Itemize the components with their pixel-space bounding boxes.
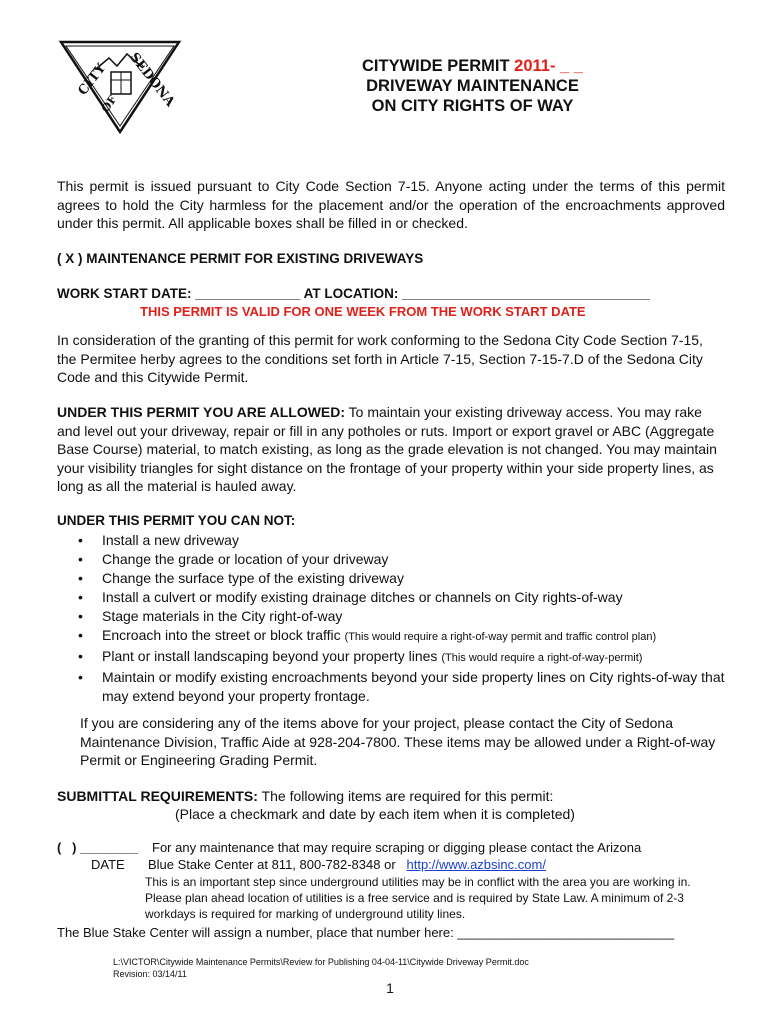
intro-paragraph: This permit is issued pursuant to City Code Section 7-15. Anyone acting under the terms of this permit agrees to hold the City harmless for the placement and/or the operation of the encroachments approved under this permit. All applicable boxes shall be filled in or checked. <box>57 178 725 231</box>
cannot-heading: UNDER THIS PERMIT YOU CAN NOT: <box>57 513 296 528</box>
allowed-label: UNDER THIS PERMIT YOU ARE ALLOWED: <box>57 404 346 420</box>
submittal-instruction: (Place a checkmark and date by each item when it is completed) <box>175 806 575 822</box>
checkbox-date-field[interactable]: ( ) ________ <box>57 840 138 855</box>
list-item: • Install a culvert or modify existing drainage ditches or channels on City rights-of-way <box>78 588 728 607</box>
blue-stake-number-field[interactable]: The Blue Stake Center will assign a number, place that number here: ______________________________ <box>57 925 675 940</box>
work-start-line: WORK START DATE: ______________ AT LOCATION: _________________________________ <box>57 286 650 301</box>
checkitem-line2: Blue Stake Center at 811, 800-782-8348 or http://www.azbsinc.com/ <box>148 857 546 872</box>
allowed-paragraph <box>57 403 725 496</box>
list-item: • Install a new driveway <box>78 531 728 550</box>
list-item-note: (This would require a right-of-way-permit) <box>441 652 643 664</box>
permit-number: 2011- _ _ <box>514 57 583 75</box>
title-line2: DRIVEWAY MAINTENANCE <box>366 77 579 95</box>
list-item: • Change the surface type of the existing driveway <box>78 569 728 588</box>
svg-text:OF: OF <box>98 93 120 115</box>
list-item: • Change the grade or location of your driveway <box>78 550 728 569</box>
title-line3: ON CITY RIGHTS OF WAY <box>371 97 574 115</box>
title-line1: CITYWIDE PERMIT <box>362 57 515 75</box>
maintenance-heading: ( X ) MAINTENANCE PERMIT FOR EXISTING DRIVEWAYS <box>57 251 424 266</box>
consideration-paragraph: In consideration of the granting of this permit for work conforming to the Sedona City Code Section 7-15, the Permitee herby agrees to the conditions set forth in Article 7-15, Section 7-15-7.D of the Sedona City Code and this Citywide Permit. <box>57 332 703 385</box>
checkitem-line1: For any maintenance that may require scraping or digging please contact the Arizona <box>152 840 642 855</box>
azbsinc-link[interactable]: http://www.azbsinc.com/ <box>406 857 546 872</box>
file-path: L:\VICTOR\Citywide Maintenance Permits\Review for Publishing 04-04-11\Citywide Driveway Permit.doc <box>113 957 529 967</box>
date-label: DATE <box>91 857 125 872</box>
submittal-text: The following items are required for this permit: <box>257 788 554 804</box>
valid-notice: THIS PERMIT IS VALID FOR ONE WEEK FROM THE WORK START DATE <box>140 304 586 319</box>
submittal-paragraph <box>57 787 725 806</box>
blue-stake-note: This is an important step since underground utilities may be in conflict with the area you are working in. Please plan ahead location of utilities is a free service and is required by State Law. A minimum of 2-3 workdays is required for marking of underground utility lines. <box>145 875 691 921</box>
list-item: • Maintain or modify existing encroachments beyond your side property lines on City rights-of-way that may extend beyond your property frontage. <box>78 668 728 706</box>
list-item: • Stage materials in the City right-of-way <box>78 607 728 626</box>
considering-paragraph: If you are considering any of the items above for your project, please contact the City of Sedona Maintenance Division, Traffic Aide at 928-204-7800. These items may be allowed under a Right-of-way Permit or Engineering Grading Permit. <box>80 715 716 768</box>
svg-text:SEDONA: SEDONA <box>126 50 178 110</box>
page-title <box>300 56 645 116</box>
page-number: 1 <box>386 980 394 996</box>
allowed-text: To maintain your existing driveway access. You may rake and level out your driveway, repair or fill in any potholes or ruts. Import or export gravel or ABC (Aggregate Base Course) material, to match existing, as long as the grade elevation is not changed. You may maintain your visibility triangles for sight distance on the frontage of your property within your side property lines, as long as all the material is hauled away. <box>57 404 717 494</box>
list-item: • Plant or install landscaping beyond your property lines (This would require a right-of-way-permit) <box>78 647 728 668</box>
revision-date: Revision: 03/14/11 <box>113 969 187 979</box>
svg-text:CITY: CITY <box>75 61 110 99</box>
list-item-note: (This would require a right-of-way permit and traffic control plan) <box>344 631 657 643</box>
submittal-label: SUBMITTAL REQUIREMENTS: <box>57 788 258 804</box>
list-item: • Encroach into the street or block traffic (This would require a right-of-way permit and traffic control plan) <box>78 626 728 647</box>
city-seal-icon <box>57 38 183 136</box>
cannot-list <box>78 531 728 706</box>
